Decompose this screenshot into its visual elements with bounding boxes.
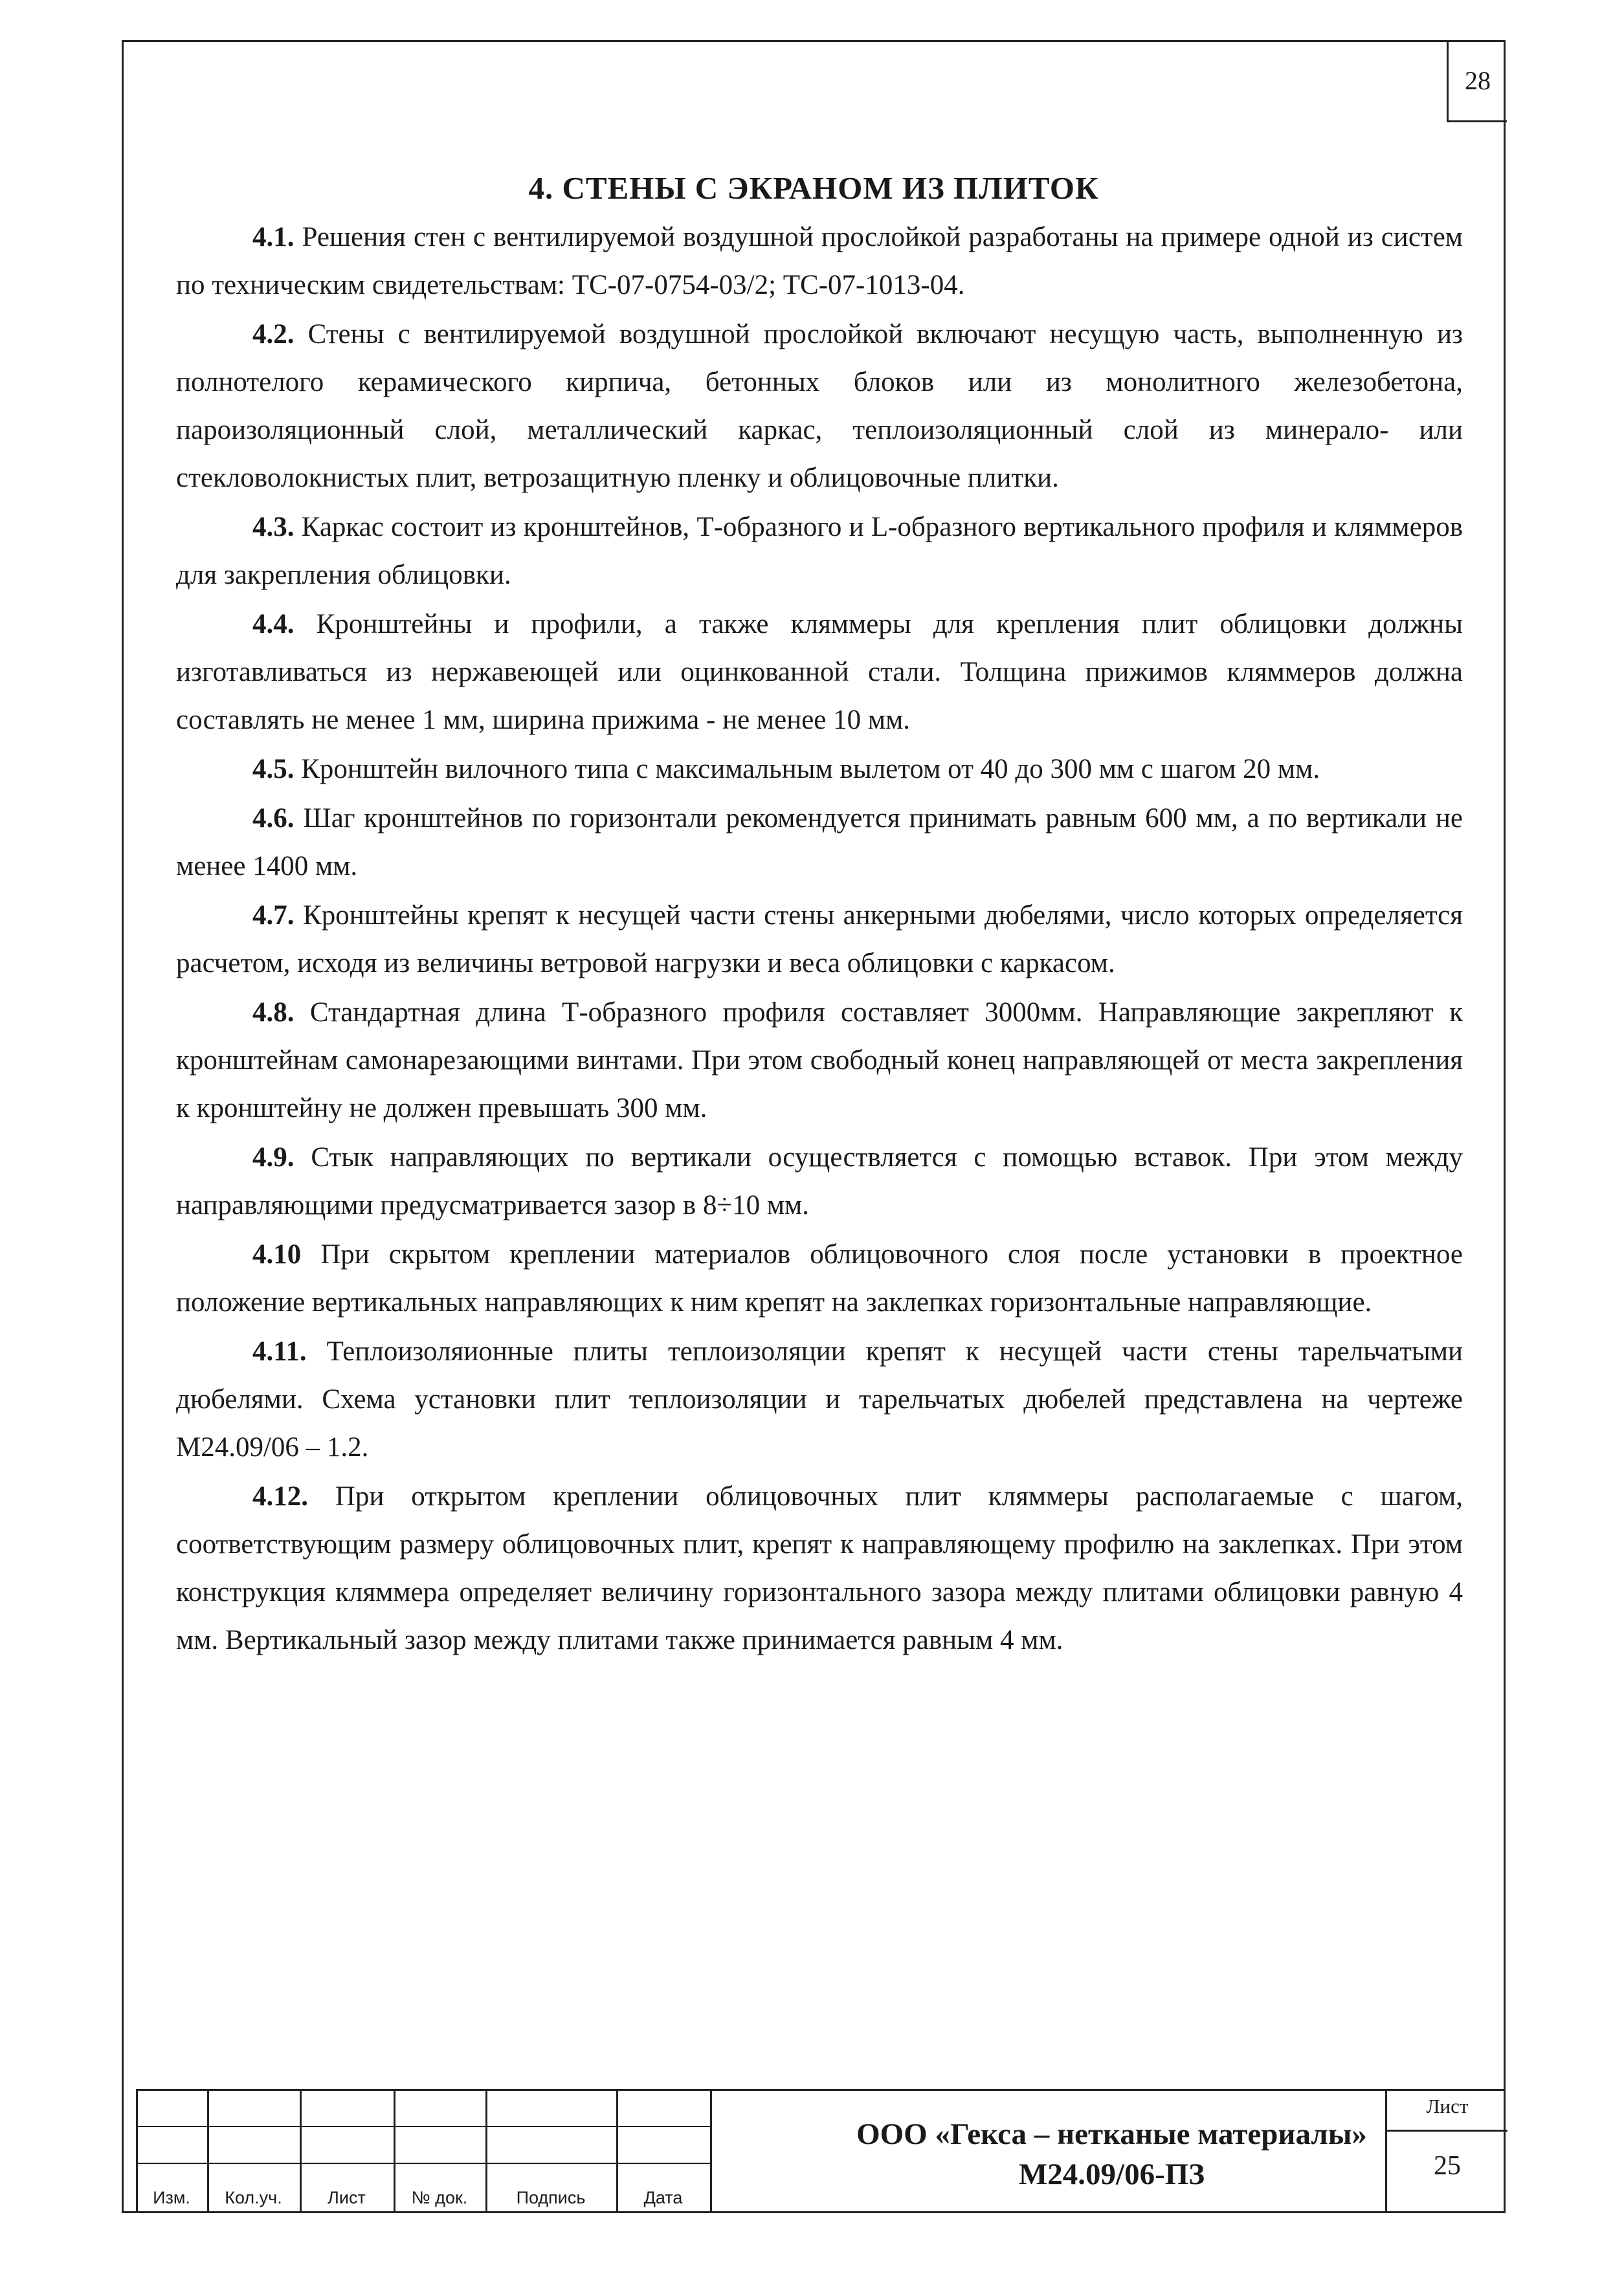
sheet-separator [1387, 2130, 1507, 2132]
paragraph-text: Кронштейн вилочного типа с максимальным вылетом от 40 до 300 мм с шагом 20 мм. [301, 754, 1320, 784]
paragraph-number: 4.7. [252, 900, 295, 931]
paragraph-number: 4.9. [252, 1142, 295, 1173]
paragraph-6 [176, 795, 1463, 890]
paragraph-4 [176, 601, 1463, 744]
header-list: Лист [328, 2188, 366, 2207]
paragraph-12 [176, 1473, 1463, 1664]
sheet-label: Лист [1426, 2095, 1469, 2117]
paragraph-number: 4.12. [252, 1481, 308, 1512]
paragraph-number: 4.11. [252, 1336, 307, 1367]
paragraph-text: Стык направляющих по вертикали осуществляется с помощью вставок. При этом между направляющими предусматривается зазор в 8÷10 мм. [176, 1142, 1463, 1220]
paragraph-8 [176, 989, 1463, 1132]
paragraph-number: 4.3. [252, 512, 295, 542]
section-title: 4. СТЕНЫ С ЭКРАНОМ ИЗ ПЛИТОК [528, 170, 1099, 206]
paragraph-text: Кронштейны и профили, а также кляммеры для крепления плит облицовки должны изготавливаться из нержавеющей или оцинкованной стали. Толщина прижимов кляммеров должна составлять не менее 1 мм, ширина прижима - не менее 10 мм. [176, 609, 1463, 735]
grid-row-line [136, 2126, 712, 2127]
page-number: 28 [1465, 65, 1491, 95]
sheet-cell [1385, 2091, 1506, 2213]
paragraph-number: 4.10 [252, 1239, 302, 1270]
paragraph-number: 4.8. [252, 997, 295, 1028]
paragraph-number: 4.2. [252, 319, 295, 349]
header-date: Дата [643, 2188, 683, 2207]
header-signature: Подпись [516, 2188, 586, 2207]
sheet-number: 25 [1434, 2151, 1461, 2181]
paragraph-number: 4.5. [252, 754, 295, 784]
paragraph-1 [176, 214, 1463, 309]
paragraph-number: 4.6. [252, 803, 295, 833]
paragraph-number: 4.4. [252, 609, 295, 639]
paragraph-text: Теплоизоляионные плиты теплоизоляции крепят к несущей части стены тарельчатыми дюбелями. Схема установки плит теплоизоляции и тарельчатых дюбелей представлена на чертеже М24.09/06 – 1.2. [176, 1336, 1463, 1463]
paragraph-text: При открытом креплении облицовочных плит кляммеры располагаемые с шагом, соответствующим размеру облицовочных плит, крепят к направляющему профилю на заклепках. При этом конструкция кляммера определяет величину горизонтального зазора между плитами облицовки равную 4 мм. Вертикальный зазор между плитами также принимается равным 4 мм. [176, 1481, 1463, 1655]
title-block [136, 2089, 1506, 2213]
revision-grid [136, 2091, 712, 2213]
organization-name: ООО «Гекса – нетканые материалы» [856, 2117, 1367, 2151]
paragraph-number: 4.1. [252, 222, 295, 252]
page-number-box [1447, 40, 1507, 122]
document-body [176, 214, 1463, 1666]
paragraph-7 [176, 892, 1463, 988]
header-kol-uch: Кол.уч. [225, 2188, 282, 2207]
paragraph-text: Решения стен с вентилируемой воздушной прослойкой разработаны на примере одной из систем по техническим свидетельствам: ТС-07-0754-03/2; ТС-07-1013-04. [176, 222, 1463, 300]
paragraph-text: Шаг кронштейнов по горизонтали рекомендуется принимать равным 600 мм, а по вертикали не менее 1400 мм. [176, 803, 1463, 881]
header-izm: Изм. [153, 2188, 190, 2207]
header-doc-number: № док. [411, 2188, 468, 2207]
grid-row-line [136, 2163, 712, 2164]
grid-col-line [710, 2091, 712, 2213]
paragraph-2 [176, 311, 1463, 502]
paragraph-11 [176, 1328, 1463, 1472]
document-code: М24.09/06-ПЗ [1018, 2158, 1205, 2191]
paragraph-10 [176, 1231, 1463, 1327]
paragraph-text: Каркас состоит из кронштейнов, Т-образного и L-образного вертикального профиля и кляммеров для закрепления облицовки. [176, 512, 1463, 590]
paragraph-text: Стандартная длина Т-образного профиля составляет 3000мм. Направляющие закрепляют к кронштейнам самонарезающими винтами. При этом свободный конец направляющей от места закрепления к кронштейну не должен превышать 300 мм. [176, 997, 1463, 1123]
paragraph-text: Стены с вентилируемой воздушной прослойкой включают несущую часть, выполненную из полнотелого керамического кирпича, бетонных блоков или из монолитного железобетона, пароизоляционный слой, металлический каркас, теплоизоляционный слой из минерало- или стекловолокнистых плит, ветрозащитную пленку и облицовочные плитки. [176, 319, 1463, 493]
paragraph-text: При скрытом креплении материалов облицовочного слоя после установки в проектное положение вертикальных направляющих к ним крепят на заклепках горизонтальные направляющие. [176, 1239, 1463, 1318]
paragraph-text: Кронштейны крепят к несущей части стены анкерными дюбелями, число которых определяется расчетом, исходя из величины ветровой нагрузки и веса облицовки с каркасом. [176, 900, 1463, 978]
paragraph-9 [176, 1134, 1463, 1230]
paragraph-5 [176, 745, 1463, 793]
paragraph-3 [176, 503, 1463, 599]
